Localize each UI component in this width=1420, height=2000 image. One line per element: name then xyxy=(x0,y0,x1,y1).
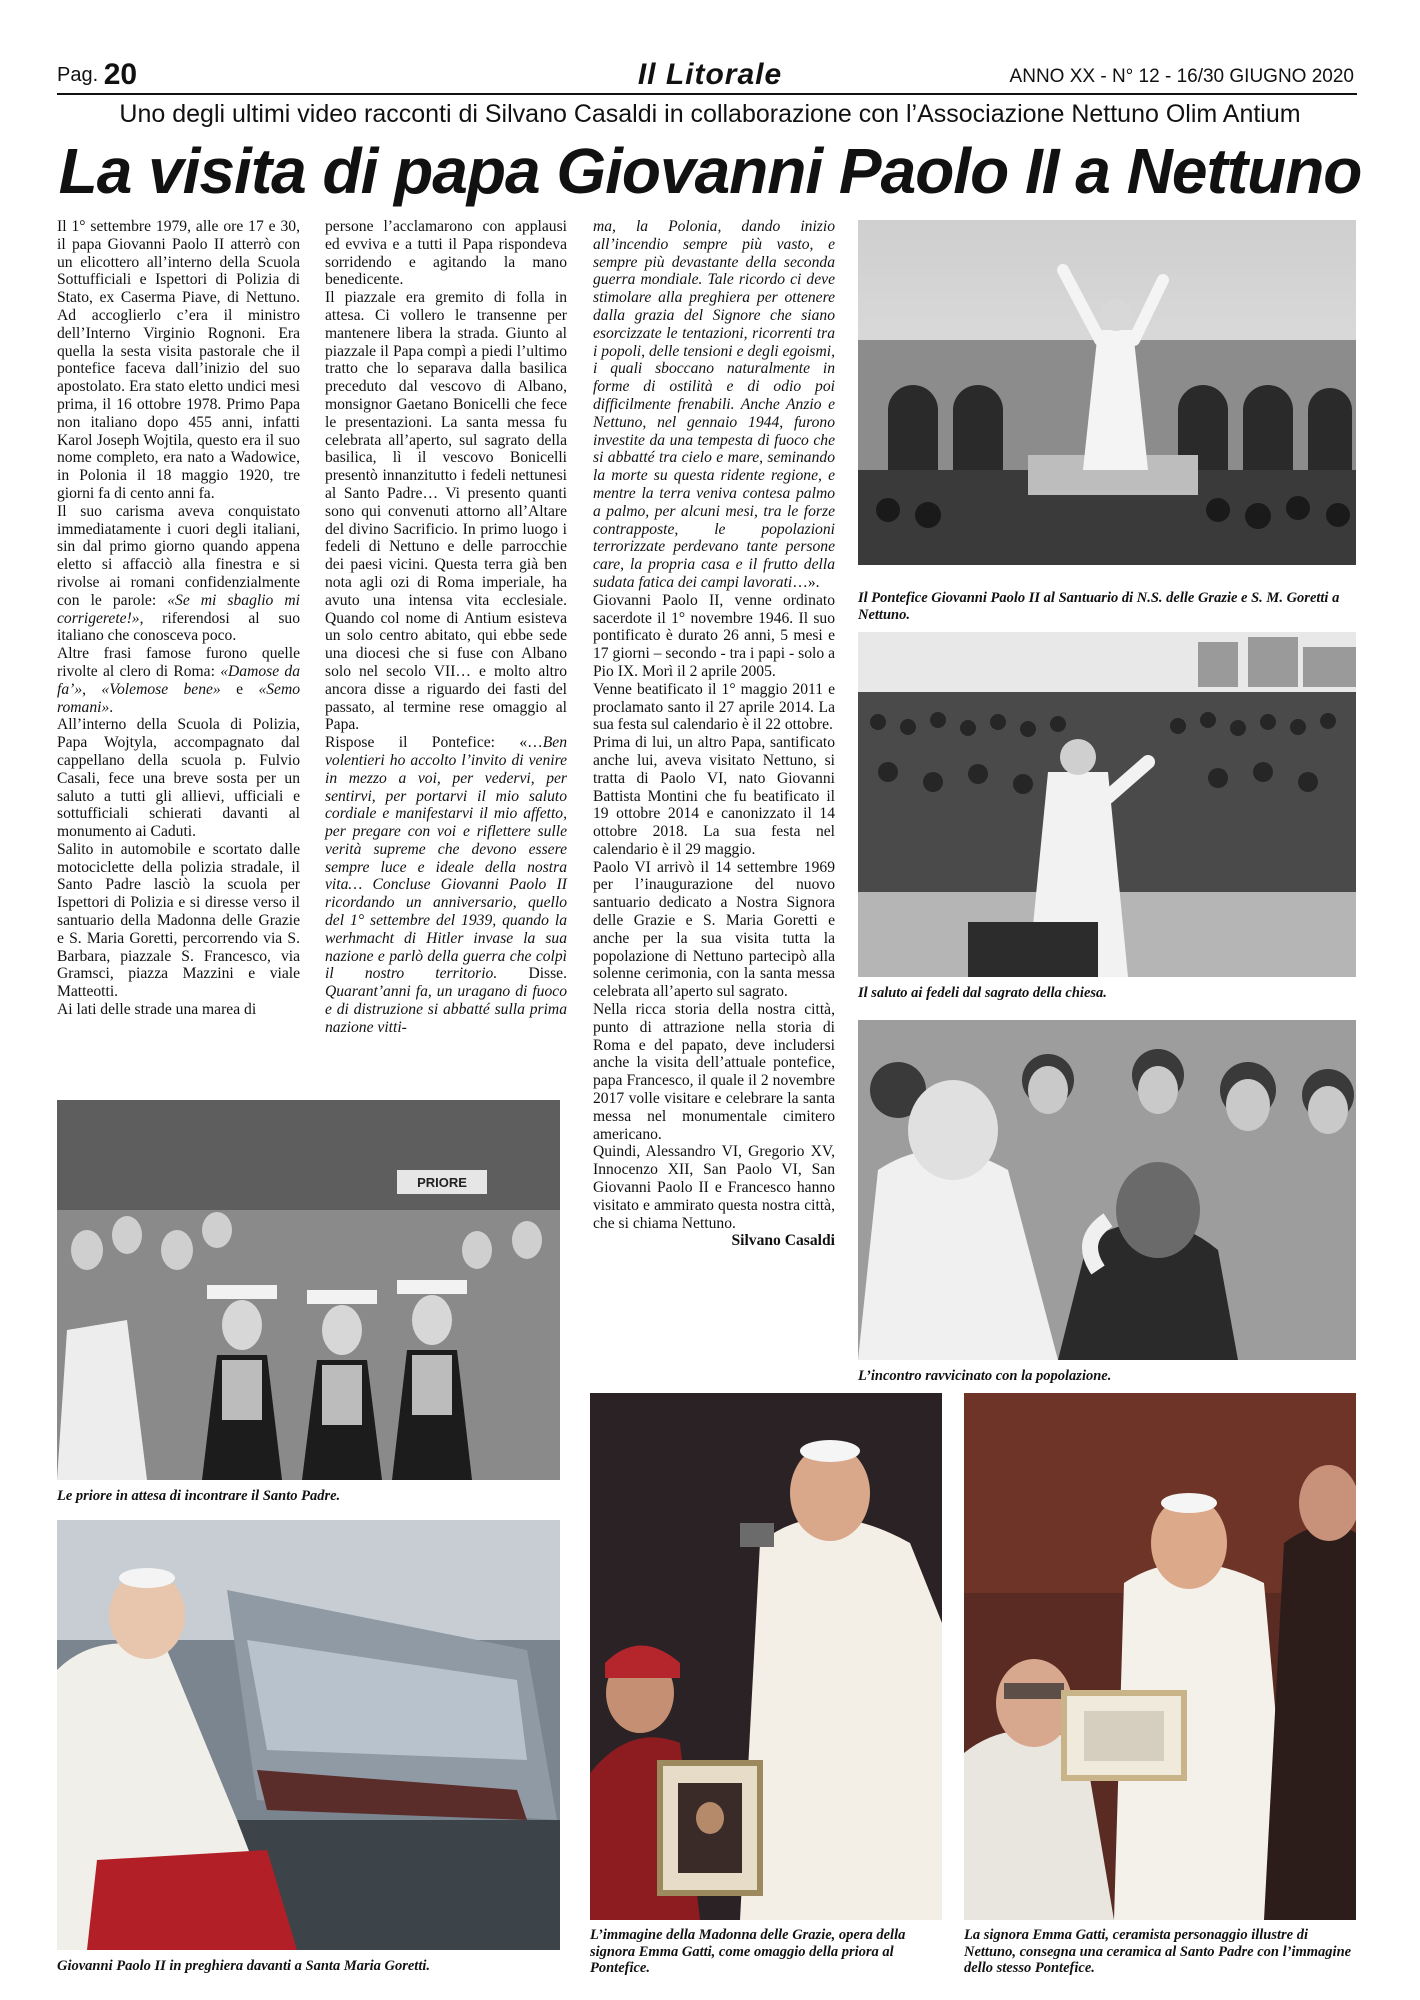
prayer-photo xyxy=(57,1520,560,1950)
issue-info: ANNO XX - N° 12 - 16/30 GIUGNO 2020 xyxy=(1009,66,1354,87)
paragraph: Nella ricca storia della nostra città, punto di attrazione nella storia di Roma e del papato, deve includersi anche la visita dell’attuale pontefice, papa Francesco, il quale il 2 novembre 2017 volle visitare e celebrare la santa messa nel monumentale cimitero americano. xyxy=(593,1001,835,1143)
gatti-photo xyxy=(964,1393,1356,1920)
crowd-photo xyxy=(858,632,1356,977)
banner-text: PRIORE xyxy=(417,1175,467,1190)
paragraph: ma, la Polonia, dando inizio all’incendio sempre più vasto, e sempre più devastante della seconda guerra mondiale. Tale ricordo ci deve stimolare alla preghiera per ottenere dalla grazia del Signore che siano esorcizzate le tentazioni, ricorrenti tra i popoli, delle tensioni e degli egoismi, i quali sboccano naturalmente in forme di ostilità e di odio poi difficilmente frenabili. Anche Anzio e Nettuno, nel gennaio 1944, furono investite da una tempesta di fuoco che si abbatté tra cielo e mare, seminando la morte su questa ridente regione, e mentre la terra veniva contesa palmo a palmo, per alcuni mesi, tra le forze contrapposte, le popolazioni terrorizzate perdevano tante persone care, la propria casa e il frutto della sudata fatica dei campi lavorati…». xyxy=(593,218,835,591)
sanctuary-photo-image xyxy=(858,220,1356,565)
header-rule xyxy=(57,93,1357,95)
paragraph: Il piazzale era gremito di folla in attesa. Ci vollero le transenne per mantenere libera la strada. Giunto al piazzale il Papa compì a piedi l’ultimo tratto che lo separava dalla basilica preceduto dal vescovo di Albano, monsignor Gaetano Bonicelli che fece le presentazioni. La santa messa fu celebrata all’aperto, sul sagrato della basilica, lì il vescovo Bonicelli presentò innanzitutto i fedeli nettunesi al Santo Padre… Vi presento quanti sono qui convenuti attorno all’Altare del divino Sacrificio. In primo luogo i fedeli di Nettuno e delle parrocchie dei paesi vicini. Questa terra già ben nota agli ozi di Roma imperiale, ha avuto una intensa vita ecclesiale. Quando col nome di Antium esisteva un solo centro abitato, qui ebbe sede una diocesi che si fuse con Albano solo nel secolo VII… e molto altro ancora disse a riguardo dei fasti del passato, al termine rese omaggio al Papa. xyxy=(325,289,567,734)
article-kicker: Uno degli ultimi video racconti di Silvano Casaldi in collaborazione con l’Associazione Nettuno Olim Antium xyxy=(119,100,1301,128)
priore-caption: Le priore in attesa di incontrare il Santo Padre. xyxy=(57,1488,341,1504)
paragraph: Salito in automobile e scortato dalle motociclette della polizia stradale, il Santo Padre lasciò la scuola per Ispettori di Polizia e si diresse verso il santuario della Madonna delle Grazie e S. Maria Goretti, percorrendo via S. Barbara, piazzale S. Francesco, via Gramsci, piazza Mazzini e viale Matteotti. xyxy=(57,840,300,1001)
crowd-caption: Il saluto ai fedeli dal sagrato della chiesa. xyxy=(858,985,1107,1001)
encounter-photo-image xyxy=(858,1020,1356,1360)
byline: Silvano Casaldi xyxy=(731,1232,835,1250)
sanctuary-caption: Il Pontefice Giovanni Paolo II al Santuario di N.S. delle Grazie e S. M. Goretti a Nettuno. xyxy=(858,590,1340,623)
paragraph: persone l’acclamarono con applausi ed evviva e a tutti il Papa rispondeva sorridendo e agitando la mano benedicente. xyxy=(325,218,567,289)
article-column-2 xyxy=(325,218,567,1037)
gatti-photo-image xyxy=(964,1393,1356,1920)
paragraph: Altre frasi famose furono quelle rivolte al clero di Roma: «Damose da fa’», «Volemose bene» e «Semo romani». xyxy=(57,645,301,716)
paragraph: All’interno della Scuola di Polizia, Papa Wojtyla, accompagnato dal cappellano della scuola p. Fulvio Casali, fece una breve sosta per un saluto a tutti gli allievi, ufficiali e sottufficiali schierati davanti al monumento ai Caduti. xyxy=(57,716,300,841)
paragraph: Rispose il Pontefice: «…Ben volentieri ho accolto l’invito di venire in mezzo a voi, per vedervi, per sentirvi, per portarvi il mio saluto cordiale e manifestarvi il mio affetto, per pregare con voi e riflettere sulle verità supreme che devono essere sempre luce e ideale della nostra vita… Concluse Giovanni Paolo II ricordando un anniversario, quello del 1° settembre del 1939, quando la werhmacht di Hitler invase la sua nazione e parlò della guerra che colpì il nostro territorio. Disse. Quarant’anni fa, un uragano di fuoco e di distruzione si abbatté sulla prima nazione vitti- xyxy=(325,734,567,1036)
page-label: Pag. xyxy=(57,64,99,86)
paragraph: Ai lati delle strade una marea di xyxy=(57,1001,257,1019)
madonna-photo xyxy=(590,1393,942,1920)
paragraph: Il suo carisma aveva conquistato immediatamente i cuori degli italiani, sin dal primo giorno quando appena eletto si affacciò alla finestra e si rivolse ai romani confidenzialmente con le parole: «Se mi sbaglio mi corrigerete!», riferendosi al suo italiano che conosceva poco. xyxy=(57,502,300,645)
sanctuary-photo xyxy=(858,220,1356,565)
paragraph: Venne beatificato il 1° maggio 2011 e proclamato santo il 27 aprile 2014. La sua festa sul calendario è il 22 ottobre. xyxy=(593,680,835,734)
masthead: Il Litorale xyxy=(637,58,783,91)
paragraph: Giovanni Paolo II, venne ordinato sacerdote il 1° novembre 1946. Il suo pontificato è durato 26 anni, 5 mesi e 17 giorni – secondo - tra i papi - solo a Pio IX. Morì il 2 aprile 2005. xyxy=(593,591,835,680)
priore-photo-image xyxy=(57,1100,560,1480)
madonna-caption: L’immagine della Madonna delle Grazie, opera della signora Emma Gatti, come omaggio della priora al Pontefice. xyxy=(590,1927,906,1976)
prayer-photo-image xyxy=(57,1520,560,1950)
article-column-1 xyxy=(57,218,300,1019)
encounter-caption: L’incontro ravvicinato con la popolazione. xyxy=(858,1368,1112,1384)
priore-photo xyxy=(57,1100,560,1480)
article-column-3 xyxy=(593,218,835,1250)
gatti-caption: La signora Emma Gatti, ceramista personaggio illustre di Nettuno, consegna una ceramica al Santo Padre con l’immagine dello stesso Pontefice. xyxy=(964,1927,1352,1976)
article-title: La visita di papa Giovanni Paolo II a Nettuno xyxy=(58,135,1362,207)
encounter-photo xyxy=(858,1020,1356,1360)
prayer-caption: Giovanni Paolo II in preghiera davanti a Santa Maria Goretti. xyxy=(57,1958,431,1974)
paragraph: Il 1° settembre 1979, alle ore 17 e 30, il papa Giovanni Paolo II atterrò con un elicottero all’interno della Scuola Sottufficiali e Ispettori di Polizia di Stato, ex Caserma Piave, di Nettuno. Ad accoglierlo c’era il ministro dell’Interno Virginio Rognoni. Era quella la sesta visita pastorale che il pontefice faceva dall’inizio del suo apostolato. Era stato eletto undici mesi prima, il 16 ottobre 1978. Primo Papa non italiano dopo 455 anni, infatti Karol Joseph Wojtila, questo era il suo nome completo, era nato a Wadowice, in Polonia il 18 maggio 1920, tre giorni fa di cento anni fa. xyxy=(57,218,300,502)
paragraph: Quindi, Alessandro VI, Gregorio XV, Innocenzo XII, San Paolo VI, San Giovanni Paolo II e Francesco hanno visitato e ammirato questa nostra città, che si chiama Nettuno. xyxy=(593,1143,835,1232)
crowd-photo-image xyxy=(858,632,1356,977)
paragraph: Prima di lui, un altro Papa, santificato anche lui, aveva visitato Nettuno, si tratta di Paolo VI, nato Giovanni Battista Montini che fu beatificato il 19 ottobre 2014 e canonizzato il 14 ottobre 2018. La sua festa nel calendario è il 29 maggio. xyxy=(593,734,835,858)
madonna-photo-image xyxy=(590,1393,942,1920)
page-number-value: 20 xyxy=(103,58,138,91)
paragraph: Paolo VI arrivò il 14 settembre 1969 per l’inaugurazione del nuovo santuario dedicato a Nostra Signora delle Grazie e S. Maria Goretti e anche per la sua visita tutta la popolazione di Nettuno partecipò alla solenne cerimonia, con la santa messa celebrata all’aperto sul sagrato. xyxy=(593,858,835,1001)
